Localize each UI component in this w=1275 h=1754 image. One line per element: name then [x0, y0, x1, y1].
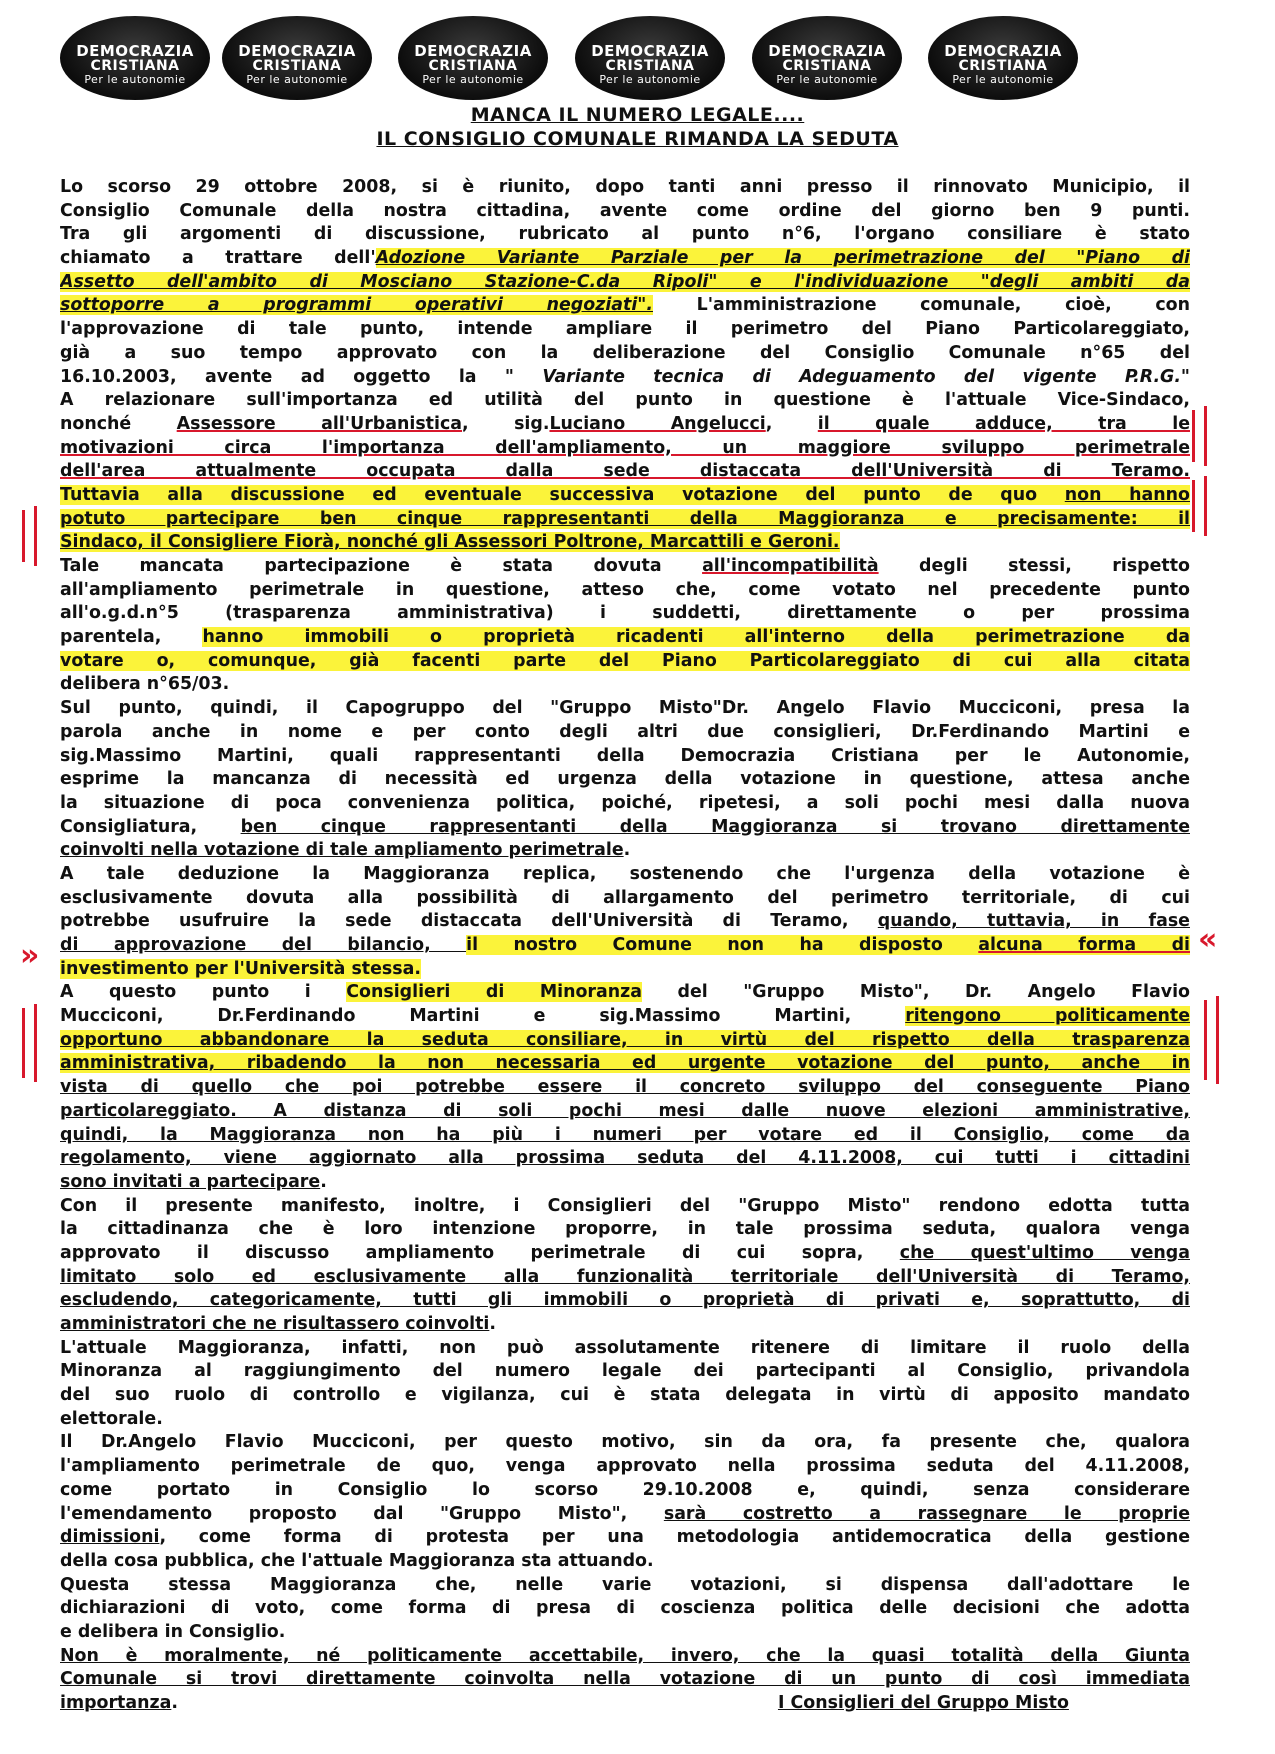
- red-underlined-text: dell'area attualmente occupata dalla sede distaccata dell'Università di Teramo.: [60, 461, 1190, 482]
- logo-line1: DEMOCRAZIA: [238, 42, 356, 60]
- underlined-text: regolamento, viene aggiornato alla prossima seduta del 4.11.2008, cui tutti i cittadini: [60, 1148, 1190, 1169]
- red-underlined-text: Assessore all'Urbanistica: [176, 413, 462, 434]
- underlined-text: di approvazione del bilancio,: [60, 935, 467, 955]
- text-line: [60, 484, 1190, 508]
- red-margin-mark: [1216, 996, 1219, 1084]
- highlighted-text: Assetto dell'ambito di Mosciano Stazione-C.da Ripoli" e l'individuazione "degli ambiti da: [60, 271, 1190, 292]
- text-line: sottoporre a programmi operativi negoziati". L'amministrazione comunale, cioè, con: [60, 295, 1190, 316]
- text-line: [60, 650, 1190, 674]
- logo-strip: [60, 16, 1210, 100]
- text-line: approvato il discusso ampliamento perimetrale di cui sopra, che quest'ultimo venga: [60, 1242, 1190, 1263]
- text-line: [60, 508, 1190, 532]
- red-margin-mark: [1192, 480, 1195, 532]
- text-line: [60, 1100, 1190, 1124]
- text-line: dichiarazioni di voto, come forma di presa di coscienza politica delle decisioni che adotta: [60, 1598, 1190, 1619]
- signature: I Consiglieri del Gruppo Misto: [777, 1693, 1069, 1713]
- logo-line2: CRISTIANA: [252, 58, 342, 74]
- underlined-text: Non è moralmente, né politicamente accettabile, invero, che la quasi totalità della Giunta: [60, 1645, 1190, 1666]
- text-line: delibera n°65/03.: [60, 674, 230, 695]
- text-line: Questa stessa Maggioranza che, nelle varie votazioni, si dispensa dall'adottare le: [60, 1574, 1190, 1595]
- logo-line1: DEMOCRAZIA: [944, 42, 1062, 60]
- text-line: la cittadinanza che è loro intenzione proporre, in tale prossima seduta, qualora venga: [60, 1219, 1190, 1240]
- party-logo: [575, 16, 725, 100]
- text-line: Consiglio Comunale della nostra cittadina, avente come ordine del giorno ben 9 punti.: [60, 200, 1190, 221]
- highlighted-text: sottoporre a programmi operativi negoziati".: [60, 295, 653, 316]
- text-line: sono invitati a partecipare.: [60, 1171, 327, 1192]
- document-body: [60, 176, 1190, 1716]
- text-line: A relazionare sull'importanza ed utilità del punto in questione è l'attuale Vice-Sindaco,: [60, 390, 1190, 411]
- text-line: amministratori che ne risultassero coinvolti.: [60, 1314, 496, 1334]
- highlighted-text: hanno immobili o proprietà ricadenti all'interno della perimetrazione da: [202, 627, 1190, 648]
- text-line: sig.Massimo Martini, quali rappresentanti della Democrazia Cristiana per le Autonomie,: [60, 745, 1190, 766]
- highlighted-text: Tuttavia alla discussione ed eventuale successiva votazione del punto de quo: [60, 484, 1065, 505]
- text-line: all'o.g.d.n°5 (trasparenza amministrativa) i suddetti, direttamente o per prossima: [60, 603, 1190, 624]
- text-line: Il Dr.Angelo Flavio Mucciconi, per questo motivo, sin da ora, fa presente che, qualora: [60, 1432, 1190, 1453]
- text-line: Con il presente manifesto, inoltre, i Consiglieri del "Gruppo Misto" rendono edotta tutta: [60, 1195, 1190, 1216]
- highlighted-text: amministrativa, ribadendo la non necessaria ed urgente votazione del punto, anche in: [60, 1053, 1190, 1074]
- text-line: [60, 1266, 1190, 1290]
- text-line: coinvolti nella votazione di tale ampliamento perimetrale.: [60, 840, 631, 861]
- text-line: Mucciconi, Dr.Ferdinando Martini e sig.Massimo Martini, ritengono politicamente: [60, 1006, 1190, 1027]
- logo-line2: CRISTIANA: [90, 58, 180, 74]
- underlined-text: che quest'ultimo venga: [899, 1242, 1190, 1263]
- text-line: [60, 460, 1190, 484]
- text-line: del suo ruolo di controllo e vigilanza, cui è stata delegata in virtù di apposito mandato: [60, 1385, 1190, 1406]
- red-underlined-text: il quale adduce, tra le: [817, 413, 1190, 434]
- red-underlined-text: motivazioni circa l'importanza dell'ampliamento, un maggiore sviluppo perimetrale: [60, 437, 1190, 458]
- logo-line3: Per le autonomie: [599, 73, 701, 86]
- text-line: come portato in Consiglio lo scorso 29.10.2008 e, quindi, senza considerare: [60, 1479, 1190, 1500]
- red-margin-mark: [34, 506, 37, 566]
- underlined-text: ben cinque rappresentanti della Maggioranza si trovano direttamente: [240, 816, 1190, 837]
- highlighted-text: il nostro Comune non ha disposto: [466, 935, 979, 955]
- logo-line1: DEMOCRAZIA: [414, 42, 532, 60]
- highlighted-text: opportuno abbandonare la seduta consiliare, in virtù del rispetto della trasparenza: [60, 1029, 1190, 1050]
- text-line: [60, 437, 1190, 461]
- text-line: [60, 1668, 1190, 1692]
- text-line: [60, 1029, 1190, 1053]
- party-logo: [222, 16, 372, 100]
- underlined-text: vista di quello che poi potrebbe essere il concreto sviluppo del conseguente Piano: [60, 1077, 1190, 1098]
- logo-line3: Per le autonomie: [952, 73, 1054, 86]
- underlined-text: importanza: [60, 1693, 172, 1713]
- underlined-text: Comunale si trovi direttamente coinvolta nella votazione di un punto di così immediata: [60, 1669, 1190, 1690]
- text-line: [60, 271, 1190, 295]
- party-logo: [928, 16, 1078, 100]
- text-line: e delibera in Consiglio.: [60, 1621, 286, 1642]
- red-arrow-mark: »: [20, 938, 40, 973]
- text-line: [60, 1289, 1190, 1313]
- text-line: [60, 1645, 1190, 1669]
- logo-line3: Per le autonomie: [84, 73, 186, 86]
- text-line: [60, 1124, 1190, 1148]
- highlighted-text: ritengono politicamente: [905, 1006, 1190, 1027]
- underlined-text: particolareggiato. A distanza di soli pochi mesi dalle nuove elezioni amministrative,: [60, 1100, 1190, 1121]
- party-logo: [752, 16, 902, 100]
- text-line: all'ampliamento perimetrale in questione, atteso che, come votato nel precedente punto: [60, 579, 1190, 600]
- text-line: l'ampliamento perimetrale de quo, venga approvato nella prossima seduta del 4.11.2008,: [60, 1456, 1190, 1477]
- red-margin-mark: [1204, 1000, 1207, 1080]
- underlined-text: sono invitati a partecipare: [60, 1171, 321, 1192]
- logo-line1: DEMOCRAZIA: [591, 42, 709, 60]
- underlined-text: quindi, la Maggioranza non ha più i numeri per votare ed il Consiglio, come da: [60, 1124, 1190, 1145]
- logo-line1: DEMOCRAZIA: [768, 42, 886, 60]
- headline-line-1: MANCA IL NUMERO LEGALE....: [470, 104, 805, 126]
- text-line: [60, 1076, 1190, 1100]
- text-line: elettorale.: [60, 1408, 163, 1429]
- highlighted-text: potuto partecipare ben cinque rappresentanti della Maggioranza e precisamente: il: [60, 508, 1190, 529]
- text-line: già a suo tempo approvato con la deliberazione del Consiglio Comunale n°65 del: [60, 342, 1190, 363]
- underlined-text: limitato solo ed esclusivamente alla funzionalità territoriale dell'Università di Teramo,: [60, 1266, 1190, 1287]
- logo-line3: Per le autonomie: [246, 73, 348, 86]
- text-line: nonché Assessore all'Urbanistica, sig.Luciano Angelucci, il quale adduce, tra le: [60, 413, 1190, 434]
- underlined-text: quando, tuttavia, in fase: [877, 911, 1190, 932]
- highlighted-text: non hanno: [1064, 484, 1190, 505]
- underlined-text: coinvolti nella votazione di tale ampliamento perimetrale: [60, 840, 624, 861]
- highlighted-text: votare o, comunque, già facenti parte del Piano Particolareggiato di cui alla citata: [60, 650, 1190, 671]
- logo-line2: CRISTIANA: [605, 58, 695, 74]
- text-line: A questo punto i Consiglieri di Minoranza del "Gruppo Misto", Dr. Angelo Flavio: [60, 982, 1190, 1003]
- text-line: potrebbe usufruire la sede distaccata dell'Università di Teramo, quando, tuttavia, in fase: [60, 911, 1190, 932]
- text-line: parola anche in nome e per conto degli altri due consiglieri, Dr.Ferdinando Martini e: [60, 721, 1190, 742]
- underlined-text: sarà costretto a rassegnare le proprie: [663, 1503, 1190, 1524]
- red-underlined-text: all'incompatibilità: [702, 556, 879, 576]
- red-margin-mark: [22, 510, 25, 562]
- text-line: dimissioni, come forma di protesta per una metodologia antidemocratica della gestione: [60, 1527, 1190, 1548]
- party-logo: [398, 16, 548, 100]
- red-margin-mark: [1204, 476, 1207, 536]
- highlighted-text: Sindaco, il Consigliere Fiorà, nonché gli Assessori Poltrone, Marcattili e Geroni.: [60, 532, 840, 553]
- logo-line1: DEMOCRAZIA: [76, 42, 194, 60]
- red-margin-mark: [22, 1008, 25, 1078]
- highlighted-text: Consiglieri di Minoranza: [346, 982, 642, 1003]
- text-line: Consigliatura, ben cinque rappresentanti della Maggioranza si trovano direttamente: [60, 816, 1190, 837]
- text-line: della cosa pubblica, che l'attuale Maggioranza sta attuando.: [60, 1550, 654, 1571]
- text-line: [60, 531, 1190, 555]
- headline-line-2: IL CONSIGLIO COMUNALE RIMANDA LA SEDUTA: [376, 128, 899, 150]
- text-line: [60, 958, 1190, 982]
- text-line: Minoranza al raggiungimento del numero legale dei partecipanti al Consiglio, privandola: [60, 1361, 1190, 1382]
- text-line: parentela, hanno immobili o proprietà ricadenti all'interno della perimetrazione da: [60, 627, 1190, 648]
- underlined-text: amministratori che ne risultassero coinvolti: [60, 1314, 490, 1334]
- logo-line2: CRISTIANA: [958, 58, 1048, 74]
- text-line: l'approvazione di tale punto, intende ampliare il perimetro del Piano Particolareggiato,: [60, 319, 1190, 340]
- text-line: [60, 934, 1190, 958]
- text-line: Lo scorso 29 ottobre 2008, si è riunito, dopo tanti anni presso il rinnovato Municipio, il: [60, 177, 1190, 197]
- logo-line3: Per le autonomie: [776, 73, 878, 86]
- text-line: A tale deduzione la Maggioranza replica, sostenendo che l'urgenza della votazione è: [60, 863, 1190, 884]
- text-line: [60, 1147, 1190, 1171]
- underlined-text: dimissioni: [60, 1527, 160, 1548]
- red-arrow-mark: «: [1198, 922, 1218, 957]
- highlighted-text: alcuna forma di: [978, 935, 1190, 955]
- red-margin-mark: [1204, 406, 1207, 466]
- text-line: esprime la mancanza di necessità ed urgenza della votazione in questione, attesa anche: [60, 769, 1190, 790]
- text-line: Tale mancata partecipazione è stata dovuta all'incompatibilità degli stessi, rispetto: [60, 556, 1190, 576]
- logo-line2: CRISTIANA: [428, 58, 518, 74]
- highlighted-text: investimento per l'Università stessa.: [60, 958, 421, 979]
- red-margin-mark: [1192, 410, 1195, 462]
- text-line: esclusivamente dovuta alla possibilità di allargamento del perimetro territoriale, di cui: [60, 887, 1190, 908]
- logo-line2: CRISTIANA: [782, 58, 872, 74]
- text-line: Tra gli argomenti di discussione, rubricato al punto n°6, l'organo consiliare è stato: [60, 224, 1190, 245]
- text-line: L'attuale Maggioranza, infatti, non può assolutamente ritenere di limitare il ruolo della: [60, 1337, 1190, 1358]
- red-margin-mark: [34, 1004, 37, 1082]
- highlighted-text: Adozione Variante Parziale per la perimetrazione del "Piano di: [375, 248, 1190, 269]
- text-line: chiamato a trattare dell'Adozione Variante Parziale per la perimetrazione del "Piano di: [60, 248, 1190, 269]
- party-logo: [60, 16, 210, 100]
- text-line: l'emendamento proposto dal "Gruppo Misto", sarà costretto a rassegnare le proprie: [60, 1503, 1190, 1524]
- text-line: Sul punto, quindi, il Capogruppo del "Gruppo Misto"Dr. Angelo Flavio Mucciconi, presa la: [60, 698, 1190, 719]
- text-line: importanza. I Consiglieri del Gruppo Misto: [60, 1693, 1069, 1713]
- text-line: 16.10.2003, avente ad oggetto la " Variante tecnica di Adeguamento del vigente P.R.G.": [60, 366, 1190, 387]
- logo-line3: Per le autonomie: [422, 73, 524, 86]
- red-underlined-text: Luciano Angelucci: [549, 413, 766, 434]
- text-line: la situazione di poca convenienza politica, poiché, ripetesi, a soli pochi mesi dalla nuova: [60, 792, 1190, 813]
- underlined-text: escludendo, categoricamente, tutti gli immobili o proprietà di privati e, soprattutto, di: [60, 1290, 1190, 1311]
- text-line: [60, 1052, 1190, 1076]
